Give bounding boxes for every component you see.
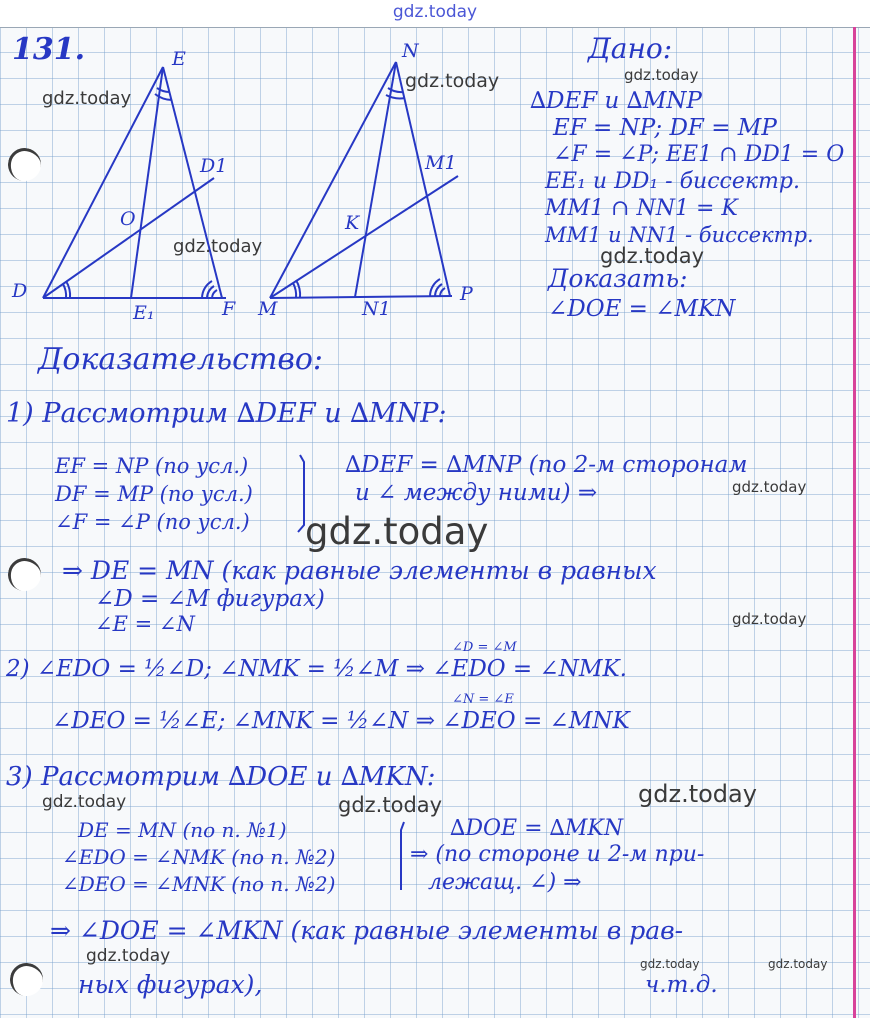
point-m1-label: M1 [425,152,457,174]
watermark: gdz.today [42,792,127,812]
step3-conclusion: ⇒ (по стороне и 2-м при- [410,842,705,867]
step2-line: ∠DEO = ½∠E; ∠MNK = ½∠N ⇒ ∠DEO = ∠MNK [52,708,630,734]
step1-conclusion: ∆DEF = ∆MNP (по 2-м сторонам [345,452,748,478]
prove-heading: Доказать: [548,264,688,293]
step1-result: ∠D = ∠M фигурах) [95,586,325,612]
watermark: gdz.today [405,70,500,92]
step1-given: DF = MP (по усл.) [55,482,253,506]
watermark: gdz.today [600,244,705,268]
point-e1-label: E₁ [133,302,155,324]
watermark: gdz.today [42,88,132,109]
step1-result: ∠E = ∠N [95,612,195,636]
final-conclusion: ⇒ ∠DOE = ∠MKN (как равные элементы в рав- [50,916,684,945]
given-line: ∆DEF и ∆MNP [530,88,702,114]
watermark: gdz.today [640,957,700,971]
step2-note: ∠D = ∠M [452,640,517,655]
step1-given: ∠F = ∠P (по усл.) [55,510,250,534]
triangle-mnp [270,62,458,298]
step3-title: 3) Рассмотрим ∆DOE и ∆MKN: [6,762,436,792]
point-d1-label: D1 [200,155,228,177]
watermark: gdz.today [732,610,807,628]
point-k-label: K [345,212,360,234]
watermark: gdz.today [305,510,489,553]
given-line: EF = NP; DF = MP [553,115,777,141]
qed: ч.т.д. [645,972,718,998]
watermark: gdz.today [638,780,757,808]
given-line: ∠F = ∠P; EE1 ∩ DD1 = O [553,142,845,167]
watermark: gdz.today [624,66,699,84]
given-line: MM1 и NN1 - биссектр. [545,223,814,247]
given-line: EE₁ и DD₁ - биссектр. [545,169,800,194]
watermark: gdz.today [768,957,828,971]
step2-note: ∠N = ∠E [452,692,514,707]
vertex-e-label: E [172,48,186,70]
final-conclusion: ных фигурах), [78,970,263,999]
vertex-d-label: D [12,280,28,302]
step2-line: 2) ∠EDO = ½∠D; ∠NMK = ½∠M ⇒ ∠EDO = ∠NMK. [6,656,627,682]
proof-heading: Доказательство: [38,342,324,377]
watermark: gdz.today [86,946,171,966]
watermark: gdz.today [732,478,807,496]
step1-conclusion: и ∠ между ними) ⇒ [355,480,598,506]
step1-title: 1) Рассмотрим ∆DEF и ∆MNP: [6,398,447,429]
step1-result: ⇒ DE = MN (как равные элементы в равных [62,556,657,585]
point-n1-label: N1 [362,298,391,320]
prove-statement: ∠DOE = ∠MKN [548,296,736,322]
step3-given: DE = MN (по п. №1) [78,818,287,842]
step3-given: ∠EDO = ∠NMK (по п. №2) [62,845,336,869]
vertex-f-label: F [222,298,236,320]
step1-given: EF = NP (по усл.) [55,454,249,478]
vertex-n-label: N [402,40,419,62]
watermark: gdz.today [338,793,443,817]
watermark: gdz.today [173,236,263,257]
vertex-p-label: P [460,283,473,305]
given-line: MM1 ∩ NN1 = K [545,196,738,221]
step3-conclusion: ∆DOE = ∆MKN [450,816,624,841]
point-o-label: O [120,208,136,230]
step3-given: ∠DEO = ∠MNK (по п. №2) [62,872,336,896]
step3-conclusion: лежащ. ∠) ⇒ [428,870,582,895]
given-heading: Дано: [588,32,673,65]
site-title[interactable]: gdz.today [392,2,478,22]
vertex-m-label: M [258,298,278,320]
problem-number: 131. [12,32,86,67]
